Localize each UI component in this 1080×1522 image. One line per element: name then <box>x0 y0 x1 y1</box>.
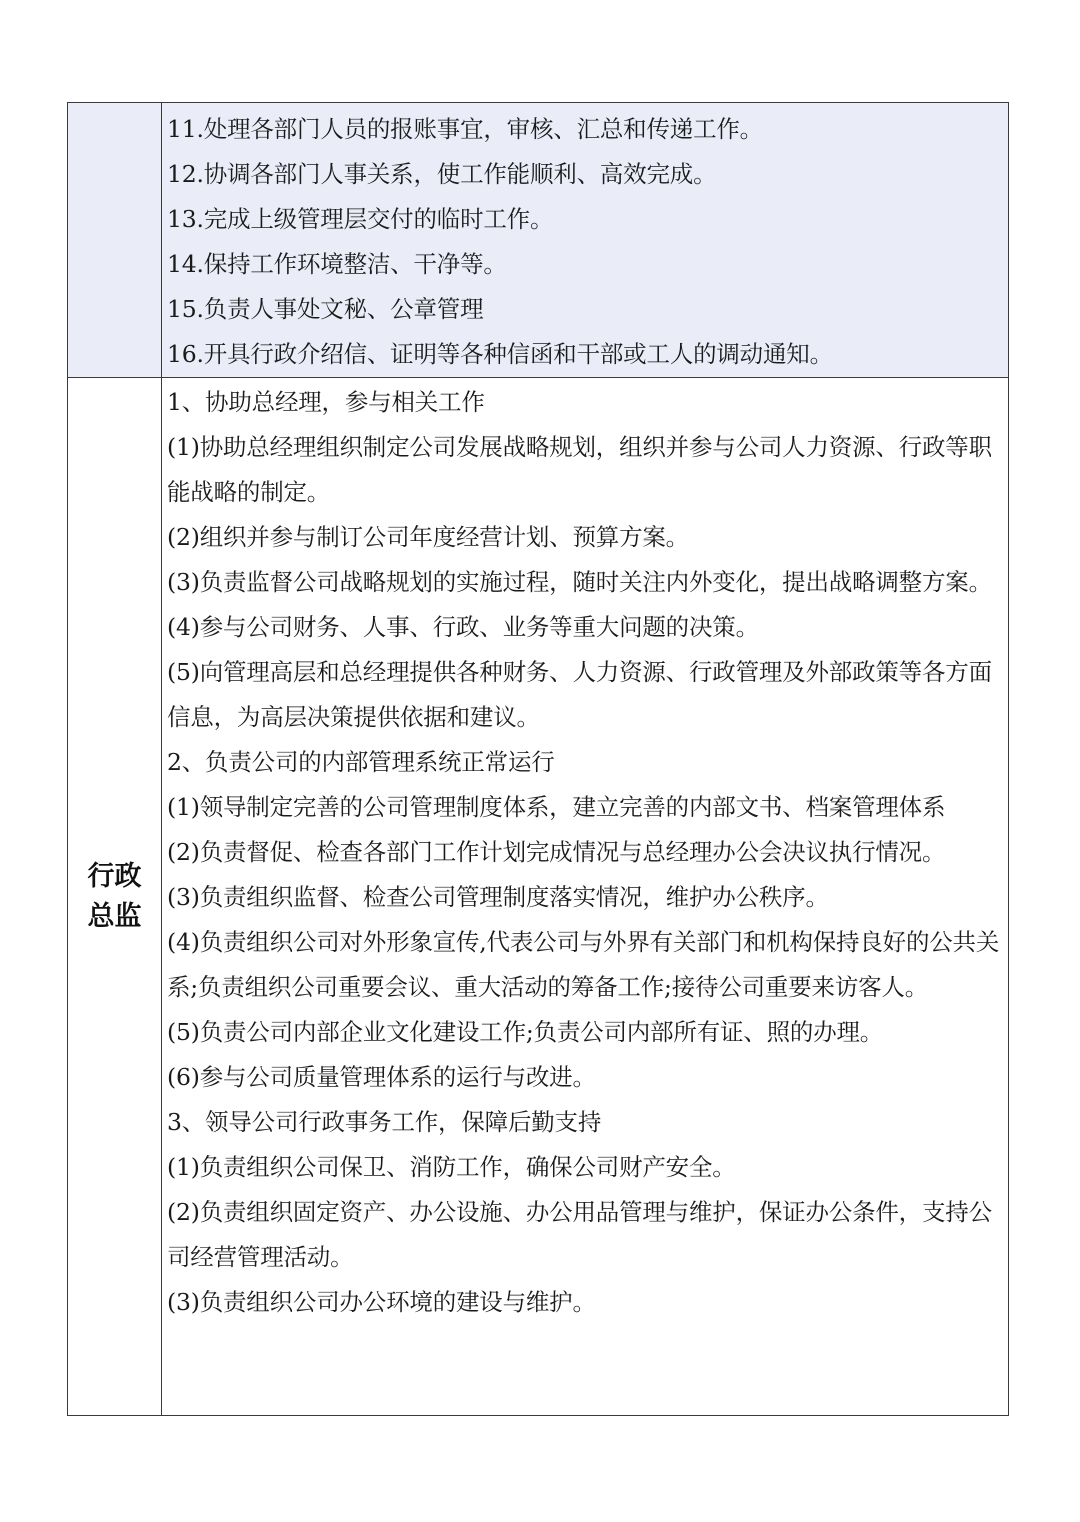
section-heading: 1、协助总经理，参与相关工作 <box>167 388 485 416</box>
list-item: (2)负责督促、检查各部门工作计划完成情况与总经理办公会决议执行情况。 <box>167 838 946 866</box>
role-cell <box>68 103 162 378</box>
table-row <box>68 378 1009 1416</box>
list-item: 15.负责人事处文秘、公章管理 <box>167 295 484 323</box>
list-item: 12.协调各部门人事关系，使工作能顺利、高效完成。 <box>167 160 717 188</box>
list-item: (3)负责组织监督、检查公司管理制度落实情况，维护办公秩序。 <box>167 883 829 911</box>
list-item: (6)参与公司质量管理体系的运行与改进。 <box>167 1063 596 1091</box>
list-item: 13.完成上级管理层交付的临时工作。 <box>167 205 554 233</box>
role-cell <box>68 378 162 1416</box>
list-item: (3)负责监督公司战略规划的实施过程，随时关注内外变化，提出战略调整方案。 <box>167 568 992 596</box>
duty-list <box>162 103 1008 377</box>
duty-cell <box>162 378 1009 1416</box>
list-item: 16.开具行政介绍信、证明等各种信函和干部或工人的调动通知。 <box>167 340 833 368</box>
list-item: (5)负责公司内部企业文化建设工作;负责公司内部所有证、照的办理。 <box>167 1018 884 1046</box>
list-item: (5)向管理高层和总经理提供各种财务、人力资源、行政管理及外部政策等各方面信息，为高层决策提供依据和建议。 <box>167 658 992 731</box>
list-item: (3)负责组织公司办公环境的建设与维护。 <box>167 1288 596 1316</box>
list-item: (2)组织并参与制订公司年度经营计划、预算方案。 <box>167 523 689 551</box>
list-item: 14.保持工作环境整洁、干净等。 <box>167 250 507 278</box>
list-item: (4)负责组织公司对外形象宣传,代表公司与外界有关部门和机构保持良好的公共关系;负责组织公司重要会议、重大活动的筹备工作;接待公司重要来访客人。 <box>167 928 1000 1001</box>
list-item: (2)负责组织固定资产、办公设施、办公用品管理与维护，保证办公条件，支持公司经营管理活动。 <box>167 1198 992 1271</box>
duty-table <box>67 102 1009 1416</box>
section-heading: 3、领导公司行政事务工作，保障后勤支持 <box>167 1108 602 1136</box>
list-item: (1)领导制定完善的公司管理制度体系，建立完善的内部文书、档案管理体系 <box>167 793 946 821</box>
list-item: (4)参与公司财务、人事、行政、业务等重大问题的决策。 <box>167 613 759 641</box>
table-row <box>68 103 1009 378</box>
list-item: (1)负责组织公司保卫、消防工作，确保公司财产安全。 <box>167 1153 736 1181</box>
role-label-admin-director: 行政总监 <box>87 860 142 932</box>
section-heading: 2、负责公司的内部管理系统正常运行 <box>167 748 555 776</box>
list-item: (1)协助总经理组织制定公司发展战略规划，组织并参与公司人力资源、行政等职能战略的制定。 <box>167 433 992 506</box>
duty-cell <box>162 103 1009 378</box>
list-item: 11.处理各部门人员的报账事宜，审核、汇总和传递工作。 <box>167 115 763 143</box>
duty-list <box>162 378 1008 1325</box>
